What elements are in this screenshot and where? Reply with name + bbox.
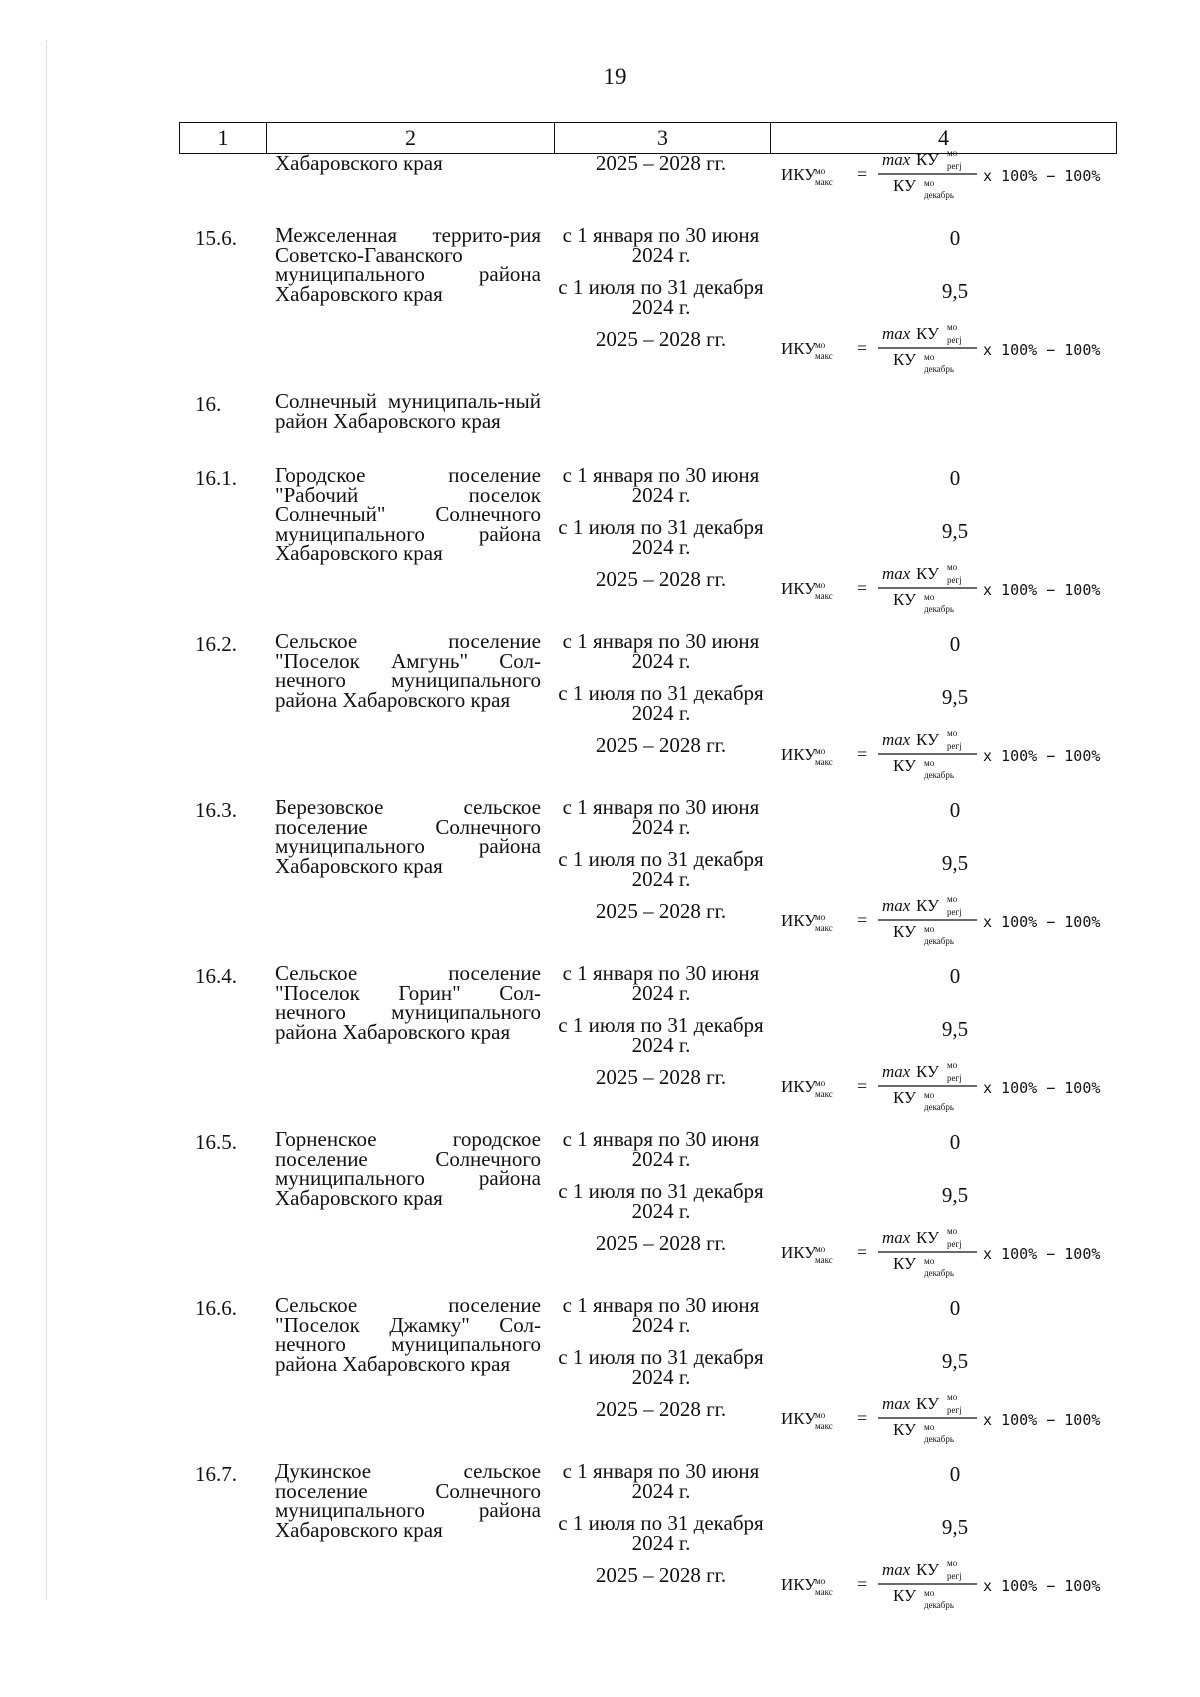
formula-den-ku: КУ <box>893 590 917 609</box>
formula-den-sup: мо <box>924 1090 935 1100</box>
row-value-2: 9,5 <box>941 851 969 875</box>
row-period-1: с 1 января по 30 июня 2024 г. <box>562 795 760 839</box>
formula-lhs: ИКУ <box>781 1575 817 1594</box>
row-number: 16.3. <box>195 798 237 822</box>
formula-lhs-sub: макс <box>815 923 833 933</box>
formula-num-sup: мо <box>947 562 958 572</box>
row-territory-name: Солнечный муниципаль-ный район Хабаровского края <box>275 389 541 433</box>
formula-num-sup: мо <box>947 1226 958 1236</box>
formula-num-ku: КУ <box>916 896 940 915</box>
formula <box>781 894 1141 948</box>
formula-num-sub: регj <box>947 1073 962 1083</box>
formula-equals: = <box>857 1408 868 1428</box>
formula <box>781 148 1141 202</box>
formula-den-sub: декабрь <box>924 1600 954 1610</box>
scan-edge-dots <box>46 40 49 1600</box>
page-number: 19 <box>603 64 627 89</box>
formula-den-ku: КУ <box>893 350 917 369</box>
formula-num-sup: мо <box>947 1558 958 1568</box>
row-period-1: с 1 января по 30 июня 2024 г. <box>562 1127 760 1171</box>
formula-num-max: max <box>882 1228 911 1247</box>
formula-equals: = <box>857 1242 868 1262</box>
formula-equals: = <box>857 744 868 764</box>
formula-num-ku: КУ <box>916 564 940 583</box>
formula-den-ku: КУ <box>893 176 917 195</box>
formula-tail: x 100% − 100% <box>983 341 1101 359</box>
formula-num-sub: регj <box>947 161 962 171</box>
formula-num-sub: регj <box>947 1571 962 1581</box>
formula-num-sub: регj <box>947 335 962 345</box>
row-territory-name: Березовское сельское поселение Солнечного муниципального района Хабаровского края <box>275 795 541 878</box>
row-period-1: с 1 января по 30 июня 2024 г. <box>562 223 760 267</box>
row-value-2: 9,5 <box>941 1183 969 1207</box>
formula <box>781 562 1141 616</box>
formula-equals: = <box>857 1076 868 1096</box>
formula-num-ku: КУ <box>916 1228 940 1247</box>
row-territory-name: Сельское поселение "Поселок Амгунь" Сол-нечного муниципального района Хабаровского края <box>275 629 541 712</box>
formula-num-max: max <box>882 564 911 583</box>
formula-lhs-sub: макс <box>815 757 833 767</box>
row-period-3: 2025 – 2028 гг. <box>595 1065 727 1089</box>
row-territory-name: Хабаровского края <box>275 151 443 175</box>
row-period-2: с 1 июля по 31 декабря 2024 г. <box>558 515 764 559</box>
row-period-2: с 1 июля по 31 декабря 2024 г. <box>558 1511 764 1555</box>
formula-lhs-sub: макс <box>815 351 833 361</box>
row-period-1: с 1 января по 30 июня 2024 г. <box>562 1459 760 1503</box>
row-number: 16.6. <box>195 1296 237 1320</box>
formula-num-sub: регj <box>947 575 962 585</box>
formula-den-sub: декабрь <box>924 1102 954 1112</box>
row-period-3: 2025 – 2028 гг. <box>595 327 727 351</box>
formula-num-sub: регj <box>947 741 962 751</box>
formula-lhs: ИКУ <box>781 339 817 358</box>
formula-den-sub: декабрь <box>924 604 954 614</box>
formula-den-ku: КУ <box>893 1586 917 1605</box>
header-cell-3: 3 <box>554 123 770 153</box>
row-period-3: 2025 – 2028 гг. <box>595 1231 727 1255</box>
formula-num-max: max <box>882 1394 911 1413</box>
formula-den-sup: мо <box>924 924 935 934</box>
formula-num-sub: регj <box>947 907 962 917</box>
row-territory-name: Сельское поселение "Поселок Горин" Сол-нечного муниципального района Хабаровского края <box>275 961 541 1044</box>
formula-lhs: ИКУ <box>781 745 817 764</box>
formula-lhs: ИКУ <box>781 1077 817 1096</box>
row-value-1: 0 <box>949 466 961 490</box>
row-period-2: с 1 июля по 31 декабря 2024 г. <box>558 275 764 319</box>
formula-num-max: max <box>882 730 911 749</box>
formula-equals: = <box>857 338 868 358</box>
row-value-1: 0 <box>949 1130 961 1154</box>
formula-den-ku: КУ <box>893 1254 917 1273</box>
formula-num-ku: КУ <box>916 150 940 169</box>
row-period-1: с 1 января по 30 июня 2024 г. <box>562 629 760 673</box>
formula-num-ku: КУ <box>916 1394 940 1413</box>
row-period-2: с 1 июля по 31 декабря 2024 г. <box>558 681 764 725</box>
row-territory-name: Межселенная террито-рия Советско-Гаванского муниципального района Хабаровского края <box>275 223 541 306</box>
row-value-1: 0 <box>949 798 961 822</box>
formula-den-sub: декабрь <box>924 1434 954 1444</box>
row-value-2: 9,5 <box>941 1515 969 1539</box>
formula-den-ku: КУ <box>893 756 917 775</box>
row-number: 16.5. <box>195 1130 237 1154</box>
formula-den-sup: мо <box>924 1422 935 1432</box>
formula-tail: x 100% − 100% <box>983 1577 1101 1595</box>
row-period-3: 2025 – 2028 гг. <box>595 567 727 591</box>
formula-lhs-sup: мо <box>815 912 826 922</box>
row-value-1: 0 <box>949 226 961 250</box>
row-period-2: с 1 июля по 31 декабря 2024 г. <box>558 1179 764 1223</box>
formula-num-sup: мо <box>947 728 958 738</box>
formula-lhs-sup: мо <box>815 1244 826 1254</box>
formula <box>781 728 1141 782</box>
formula-tail: x 100% − 100% <box>983 1411 1101 1429</box>
formula-num-ku: КУ <box>916 324 940 343</box>
formula-lhs-sub: макс <box>815 1587 833 1597</box>
row-value-1: 0 <box>949 1296 961 1320</box>
formula-den-sup: мо <box>924 352 935 362</box>
formula-equals: = <box>857 1574 868 1594</box>
formula-num-sup: мо <box>947 1392 958 1402</box>
formula-den-ku: КУ <box>893 1088 917 1107</box>
formula-num-max: max <box>882 1560 911 1579</box>
header-cell-2: 2 <box>266 123 554 153</box>
formula-lhs: ИКУ <box>781 911 817 930</box>
row-period-3: 2025 – 2028 гг. <box>595 899 727 923</box>
formula-lhs-sup: мо <box>815 340 826 350</box>
formula-num-ku: КУ <box>916 1062 940 1081</box>
formula-tail: x 100% − 100% <box>983 1079 1101 1097</box>
row-value-2: 9,5 <box>941 1349 969 1373</box>
formula-num-max: max <box>882 896 911 915</box>
formula-num-max: max <box>882 150 911 169</box>
formula-lhs: ИКУ <box>781 165 817 184</box>
formula-lhs-sub: макс <box>815 1421 833 1431</box>
row-period-3: 2025 – 2028 гг. <box>595 1563 727 1587</box>
formula-tail: x 100% − 100% <box>983 913 1101 931</box>
formula-den-sub: декабрь <box>924 936 954 946</box>
formula-lhs: ИКУ <box>781 1243 817 1262</box>
formula-num-sub: регj <box>947 1405 962 1415</box>
formula-num-max: max <box>882 1062 911 1081</box>
formula-tail: x 100% − 100% <box>983 747 1101 765</box>
row-period-2: с 1 июля по 31 декабря 2024 г. <box>558 847 764 891</box>
formula-tail: x 100% − 100% <box>983 581 1101 599</box>
row-value-1: 0 <box>949 964 961 988</box>
formula-den-sup: мо <box>924 758 935 768</box>
row-number: 16. <box>195 392 222 416</box>
formula-equals: = <box>857 578 868 598</box>
formula-equals: = <box>857 164 868 184</box>
formula-lhs-sup: мо <box>815 580 826 590</box>
formula-den-sup: мо <box>924 1588 935 1598</box>
formula <box>781 1392 1141 1446</box>
row-number: 16.1. <box>195 466 237 490</box>
formula-tail: x 100% − 100% <box>983 167 1101 185</box>
header-cell-4: 4 <box>770 123 1116 153</box>
formula-den-ku: КУ <box>893 1420 917 1439</box>
row-territory-name: Дукинское сельское поселение Солнечного муниципального района Хабаровского края <box>275 1459 541 1542</box>
formula-lhs-sup: мо <box>815 1410 826 1420</box>
formula <box>781 322 1141 376</box>
formula <box>781 1558 1141 1612</box>
formula-num-ku: КУ <box>916 1560 940 1579</box>
row-number: 15.6. <box>195 226 237 250</box>
formula-num-max: max <box>882 324 911 343</box>
formula-num-sup: мо <box>947 322 958 332</box>
formula <box>781 1060 1141 1114</box>
row-value-1: 0 <box>949 1462 961 1486</box>
formula-lhs-sub: макс <box>815 177 833 187</box>
row-territory-name: Горненское городское поселение Солнечного муниципального района Хабаровского края <box>275 1127 541 1210</box>
row-period-1: с 1 января по 30 июня 2024 г. <box>562 1293 760 1337</box>
formula-den-sup: мо <box>924 178 935 188</box>
formula-lhs: ИКУ <box>781 579 817 598</box>
row-value-2: 9,5 <box>941 685 969 709</box>
row-period-3: 2025 – 2028 гг. <box>595 733 727 757</box>
row-value-2: 9,5 <box>941 279 969 303</box>
formula-den-sub: декабрь <box>924 190 954 200</box>
row-value-2: 9,5 <box>941 519 969 543</box>
row-period-1: с 1 января по 30 июня 2024 г. <box>562 463 760 507</box>
row-number: 16.7. <box>195 1462 237 1486</box>
formula-den-sup: мо <box>924 1256 935 1266</box>
formula-den-sup: мо <box>924 592 935 602</box>
formula-num-sub: регj <box>947 1239 962 1249</box>
row-period-2: с 1 июля по 31 декабря 2024 г. <box>558 1345 764 1389</box>
formula-den-sub: декабрь <box>924 364 954 374</box>
formula-lhs-sup: мо <box>815 746 826 756</box>
formula-den-sub: декабрь <box>924 770 954 780</box>
formula-lhs-sup: мо <box>815 1576 826 1586</box>
formula-lhs: ИКУ <box>781 1409 817 1428</box>
header-cell-1: 1 <box>217 125 229 150</box>
formula-den-ku: КУ <box>893 922 917 941</box>
formula-lhs-sub: макс <box>815 1255 833 1265</box>
row-value-2: 9,5 <box>941 1017 969 1041</box>
formula-num-ku: КУ <box>916 730 940 749</box>
formula-equals: = <box>857 910 868 930</box>
row-value-1: 0 <box>949 632 961 656</box>
formula-tail: x 100% − 100% <box>983 1245 1101 1263</box>
formula-num-sup: мо <box>947 148 958 158</box>
formula-num-sup: мо <box>947 1060 958 1070</box>
formula-lhs-sub: макс <box>815 591 833 601</box>
formula-num-sup: мо <box>947 894 958 904</box>
row-number: 16.4. <box>195 964 237 988</box>
formula-lhs-sub: макс <box>815 1089 833 1099</box>
formula-lhs-sup: мо <box>815 166 826 176</box>
row-territory-name: Городское поселение "Рабочий поселок Солнечный" Солнечного муниципального района Хабаровского края <box>275 463 541 565</box>
formula-lhs-sup: мо <box>815 1078 826 1088</box>
formula <box>781 1226 1141 1280</box>
row-period-3: 2025 – 2028 гг. <box>595 151 727 175</box>
formula-den-sub: декабрь <box>924 1268 954 1278</box>
row-period-1: с 1 января по 30 июня 2024 г. <box>562 961 760 1005</box>
row-period-3: 2025 – 2028 гг. <box>595 1397 727 1421</box>
row-number: 16.2. <box>195 632 237 656</box>
row-territory-name: Сельское поселение "Поселок Джамку" Сол-нечного муниципального района Хабаровского края <box>275 1293 541 1376</box>
row-period-2: с 1 июля по 31 декабря 2024 г. <box>558 1013 764 1057</box>
